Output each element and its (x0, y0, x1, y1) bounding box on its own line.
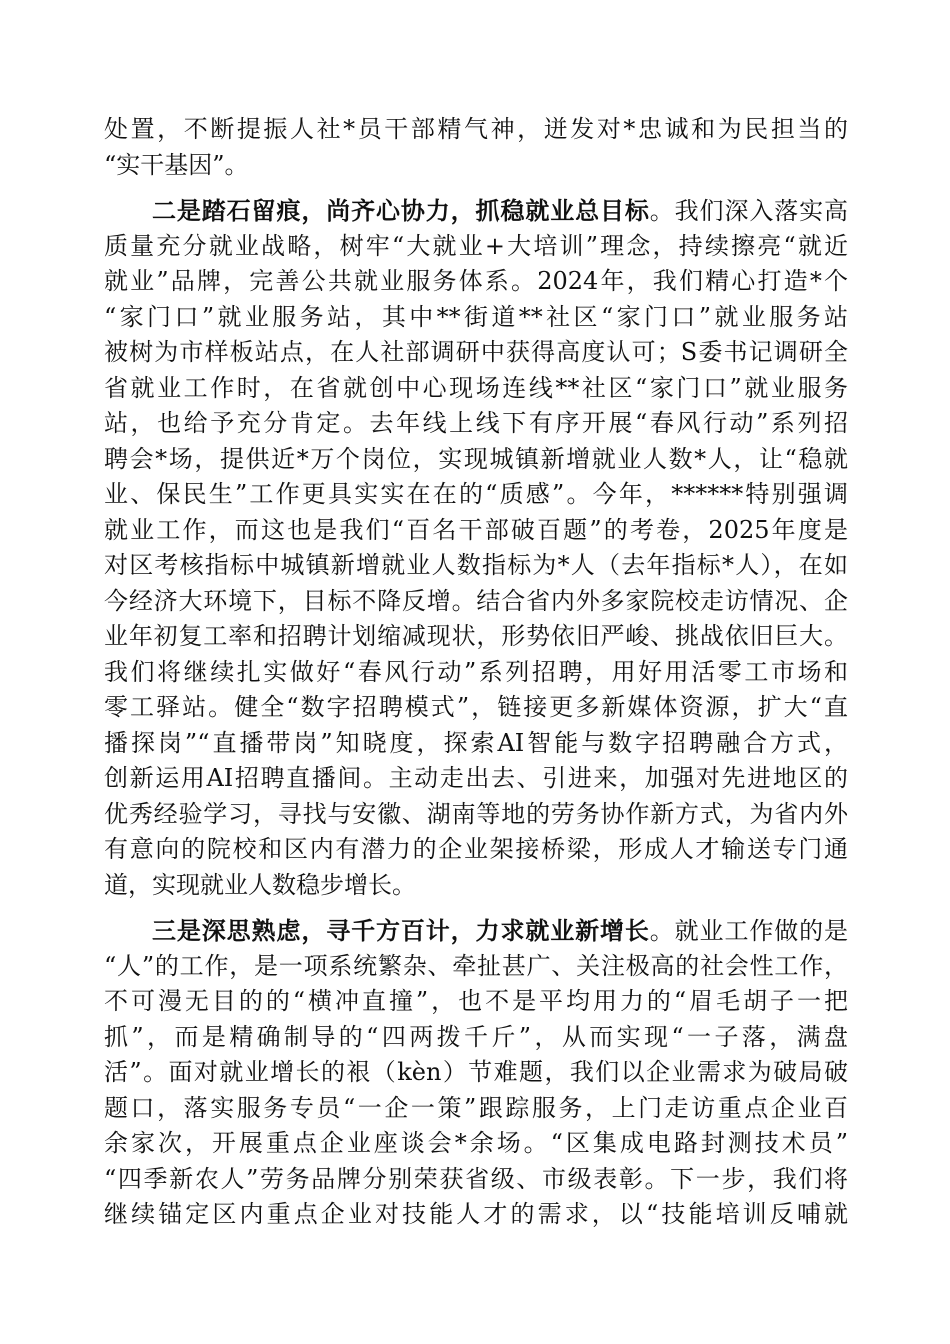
text-line: 活”。面对就业增长的裉（kèn）节难题，我们以企业需求为破局破 (104, 1058, 848, 1086)
text-line: 省就业工作时，在省就创中心现场连线**社区“家门口”就业服务 (104, 373, 848, 402)
text-line: 站，也给予充分肯定。去年线上线下有序开展“春风行动”系列招 (104, 409, 848, 437)
text-line: “四季新农人”劳务品牌分别荣获省级、市级表彰。下一步，我们将 (104, 1164, 848, 1193)
text-line: 继续锚定区内重点企业对技能人才的需求，以“技能培训反哺就 (104, 1200, 848, 1228)
text-line: 不可漫无目的的“横冲直撞”，也不是平均用力的“眉毛胡子一把 (104, 987, 848, 1015)
text-line: 就业工作，而这也是我们“百名干部破百题”的考卷，2025年度是 (104, 515, 848, 544)
paragraph-2 (104, 193, 848, 903)
text-line: 处置，不断提振人社*员干部精气神，迸发对*忠诚和为民担当的 (104, 115, 848, 143)
text-line: 业、保民生”工作更具实实在在的“质感”。今年，******特别强调 (104, 480, 848, 508)
text-line: “家门口”就业服务站，其中**街道**社区“家门口”就业服务站 (104, 302, 848, 331)
text-line: 道，实现就业人数稳步增长。 (104, 870, 416, 899)
text-line: 题口，落实服务专员“一企一策”跟踪服务，上门走访重点企业百 (104, 1093, 848, 1122)
text-line: 业年初复工率和招聘计划缩减现状，形势依旧严峻、挑战依旧巨大。 (104, 622, 848, 650)
text-line: “人”的工作，是一项系统繁杂、牵扯甚广、关注极高的社会性工作， (104, 951, 848, 980)
heading-followup: 。我们深入落实高 (649, 197, 848, 225)
paragraph-first-line (104, 193, 848, 229)
text-line: 今经济大环境下，目标不降反增。结合省内外多家院校走访情况、企 (104, 586, 848, 615)
text-line: 零工驿站。健全“数字招聘模式”，链接更多新媒体资源，扩大“直 (104, 693, 848, 721)
text-line: 优秀经验学习，寻找与安徽、湖南等地的劳务协作新方式，为省内外 (104, 799, 848, 828)
text-line: 就业”品牌，完善公共就业服务体系。2024年，我们精心打造*个 (104, 267, 848, 295)
paragraph-heading: 三是深思熟虑，寻千方百计，力求就业新增长 (152, 916, 650, 945)
text-line: 播探岗”“直播带岗”知晓度，探索AI智能与数字招聘融合方式， (104, 728, 848, 757)
text-line: 质量充分就业战略，树牢“大就业+大培训”理念，持续擦亮“就近 (104, 231, 848, 260)
heading-followup: 。就业工作做的是 (649, 917, 848, 945)
paragraph-heading: 二是踏石留痕，尚齐心协力，抓稳就业总目标 (152, 196, 650, 225)
text-line: 创新运用AI招聘直播间。主动走出去、引进来，加强对先进地区的 (104, 764, 848, 792)
paragraph-1 (104, 112, 848, 183)
text-line: 余家次，开展重点企业座谈会*余场。“区集成电路封测技术员” (104, 1129, 848, 1157)
text-line: “实干基因”。 (104, 150, 249, 179)
text-line: 我们将继续扎实做好“春风行动”系列招聘，用好用活零工市场和 (104, 657, 848, 686)
document-body (104, 112, 848, 1233)
text-line: 聘会*场，提供近*万个岗位，实现城镇新增就业人数*人，让“稳就 (104, 444, 848, 473)
text-line: 抓”，而是精确制导的“四两拨千斤”，从而实现“一子落，满盘 (104, 1022, 848, 1051)
text-line: 对区考核指标中城镇新增就业人数指标为*人（去年指标*人），在如 (104, 551, 848, 579)
paragraph-first-line (104, 913, 848, 949)
text-line: 被树为市样板站点，在人社部调研中获得高度认可；S委书记调研全 (104, 338, 848, 366)
paragraph-3 (104, 913, 848, 1233)
text-line: 有意向的院校和区内有潜力的企业架接桥梁，形成人才输送专门通 (104, 835, 848, 863)
